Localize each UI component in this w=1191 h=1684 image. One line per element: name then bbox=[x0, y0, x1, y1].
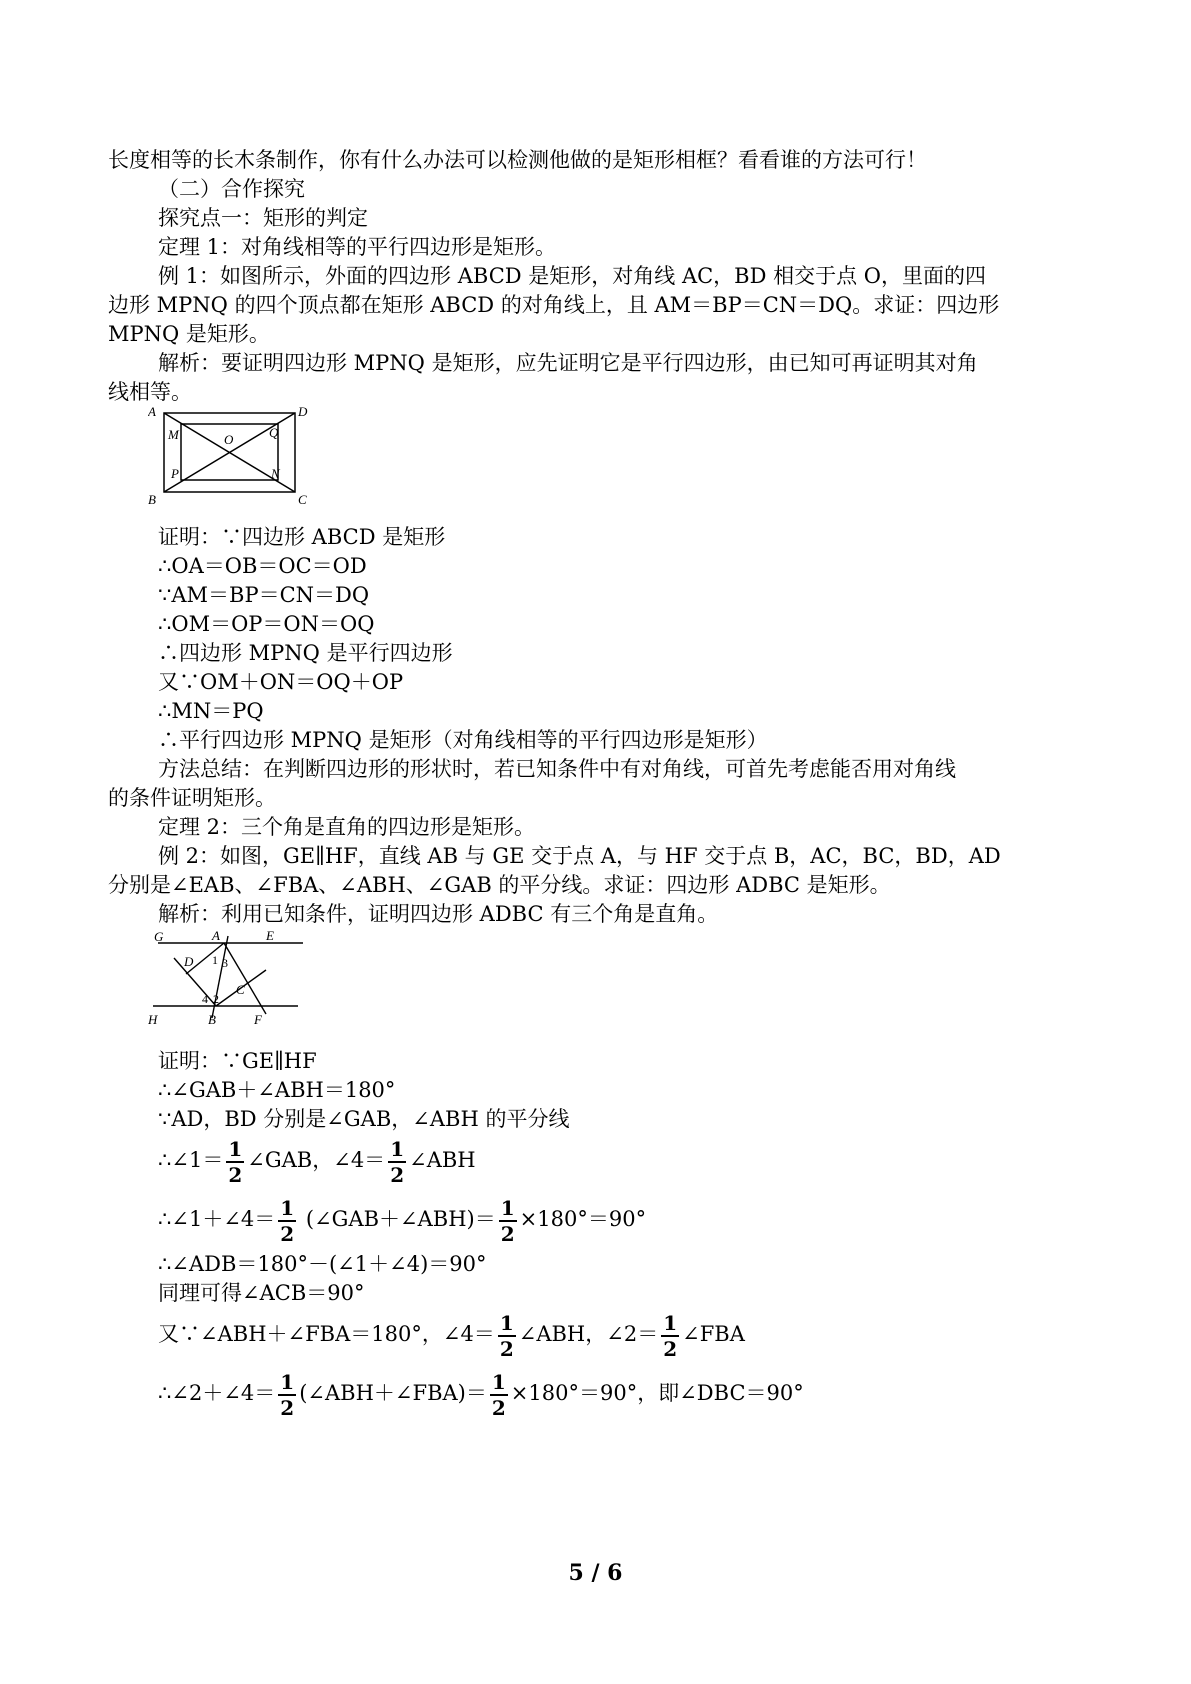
method-summary-line: 的条件证明矩形。 bbox=[108, 786, 276, 810]
proof-line: 同理可得∠ACB＝90° bbox=[158, 1281, 365, 1305]
proof-formula-line: ∴∠2＋∠4＝ $\frac{1}{2}$ (∠ABH＋∠FBA)＝ $\frac{1}{2}$ ×180°＝90°，即∠DBC＝90° bbox=[158, 1369, 804, 1420]
label-b: B bbox=[208, 1012, 216, 1027]
proof-line: ∵AD，BD 分别是∠GAB，∠ABH 的平分线 bbox=[158, 1107, 570, 1131]
label-p: P bbox=[171, 466, 179, 481]
fraction-one-half: $\frac{1}{2}$ bbox=[228, 1136, 243, 1187]
example-1-line: MPNQ 是矩形。 bbox=[108, 322, 270, 346]
bisector-bd bbox=[174, 958, 216, 1006]
page-number: 5 / 6 bbox=[568, 1560, 623, 1586]
label-d: D bbox=[184, 954, 194, 969]
analysis-line: 解析：要证明四边形 MPNQ 是矩形，应先证明它是平行四边形，由已知可再证明其对角 bbox=[158, 351, 978, 375]
label-q: Q bbox=[269, 425, 279, 440]
example-1-line: 边形 MPNQ 的四个顶点都在矩形 ABCD 的对角线上，且 AM＝BP＝CN＝DQ。求证：四边形 bbox=[108, 293, 1000, 317]
label-a: A bbox=[148, 404, 156, 419]
subsection-heading: 探究点一：矩形的判定 bbox=[158, 206, 368, 230]
theorem-1: 定理 1：对角线相等的平行四边形是矩形。 bbox=[158, 235, 557, 259]
angle-label-3: 3 bbox=[222, 956, 228, 970]
angle-label-4: 4 bbox=[202, 992, 208, 1006]
label-c: C bbox=[298, 492, 307, 507]
fraction-one-half: $\frac{1}{2}$ bbox=[663, 1310, 678, 1361]
proof-line: 又∵OM＋ON＝OQ＋OP bbox=[158, 670, 404, 694]
label-b: B bbox=[148, 492, 156, 507]
figure-rectangle-diagram bbox=[148, 404, 338, 512]
label-h: H bbox=[148, 1012, 158, 1027]
label-n: N bbox=[271, 466, 280, 481]
angle-label-1: 1 bbox=[212, 953, 218, 967]
proof-formula-line: ∴∠1＝ $\frac{1}{2}$ ∠GAB，∠4＝ $\frac{1}{2}$ ∠ABH bbox=[158, 1136, 476, 1187]
proof-line: ∴MN＝PQ bbox=[158, 699, 264, 723]
fraction-one-half: $\frac{1}{2}$ bbox=[280, 1195, 295, 1246]
example-1-line: 例 1：如图所示，外面的四边形 ABCD 是矩形，对角线 AC，BD 相交于点 O，里面的四 bbox=[158, 264, 987, 288]
analysis-line: 线相等。 bbox=[108, 380, 192, 404]
section-heading: （二）合作探究 bbox=[158, 177, 305, 201]
fraction-one-half: $\frac{1}{2}$ bbox=[500, 1195, 515, 1246]
fraction-one-half: $\frac{1}{2}$ bbox=[499, 1310, 514, 1361]
label-g: G bbox=[154, 929, 164, 944]
proof-line: ∴OM＝OP＝ON＝OQ bbox=[158, 612, 375, 636]
figure-parallel-lines-diagram bbox=[148, 928, 318, 1036]
label-m: M bbox=[168, 427, 179, 442]
proof-line: ∵AM＝BP＝CN＝DQ bbox=[158, 583, 370, 607]
angle-label-2: 2 bbox=[213, 992, 219, 1006]
text-line: 长度相等的长木条制作，你有什么办法可以检测他做的是矩形相框？看看谁的方法可行！ bbox=[108, 148, 927, 172]
label-e: E bbox=[266, 928, 274, 943]
proof-line: ∴∠GAB＋∠ABH＝180° bbox=[158, 1078, 396, 1102]
proof-formula-line: ∴∠1＋∠4＝ $\frac{1}{2}$ (∠GAB＋∠ABH)＝ $\frac{1}{2}$ ×180°＝90° bbox=[158, 1195, 647, 1246]
proof-line: 证明：∵四边形 ABCD 是矩形 bbox=[158, 525, 446, 549]
proof-line: 证明：∵GE∥HF bbox=[158, 1049, 317, 1073]
example-2-line: 例 2：如图，GE∥HF，直线 AB 与 GE 交于点 A，与 HF 交于点 B，AC，BC，BD，AD bbox=[158, 844, 1001, 868]
proof-line: ∴四边形 MPNQ 是平行四边形 bbox=[158, 641, 453, 665]
label-c: C bbox=[236, 982, 245, 997]
proof-line: ∴平行四边形 MPNQ 是矩形（对角线相等的平行四边形是矩形） bbox=[158, 728, 768, 752]
proof-line: ∴∠ADB＝180°－(∠1＋∠4)＝90° bbox=[158, 1252, 487, 1276]
proof-formula-line: 又∵∠ABH＋∠FBA＝180°，∠4＝ $\frac{1}{2}$ ∠ABH，∠2＝ $\frac{1}{2}$ ∠FBA bbox=[158, 1310, 745, 1361]
label-f: F bbox=[254, 1012, 262, 1027]
fraction-one-half: $\frac{1}{2}$ bbox=[491, 1369, 506, 1420]
fraction-one-half: $\frac{1}{2}$ bbox=[280, 1369, 295, 1420]
method-summary-line: 方法总结：在判断四边形的形状时，若已知条件中有对角线，可首先考虑能否用对角线 bbox=[158, 757, 956, 781]
analysis-line: 解析：利用已知条件，证明四边形 ADBC 有三个角是直角。 bbox=[158, 902, 719, 926]
example-2-line: 分别是∠EAB、∠FBA、∠ABH、∠GAB 的平分线。求证：四边形 ADBC 是矩形。 bbox=[108, 873, 891, 897]
label-a: A bbox=[212, 928, 220, 943]
label-o: O bbox=[224, 432, 234, 447]
proof-line: ∴OA＝OB＝OC＝OD bbox=[158, 554, 367, 578]
theorem-2: 定理 2：三个角是直角的四边形是矩形。 bbox=[158, 815, 536, 839]
label-d: D bbox=[298, 404, 308, 419]
fraction-one-half: $\frac{1}{2}$ bbox=[390, 1136, 405, 1187]
bisector-ac bbox=[224, 943, 266, 1014]
